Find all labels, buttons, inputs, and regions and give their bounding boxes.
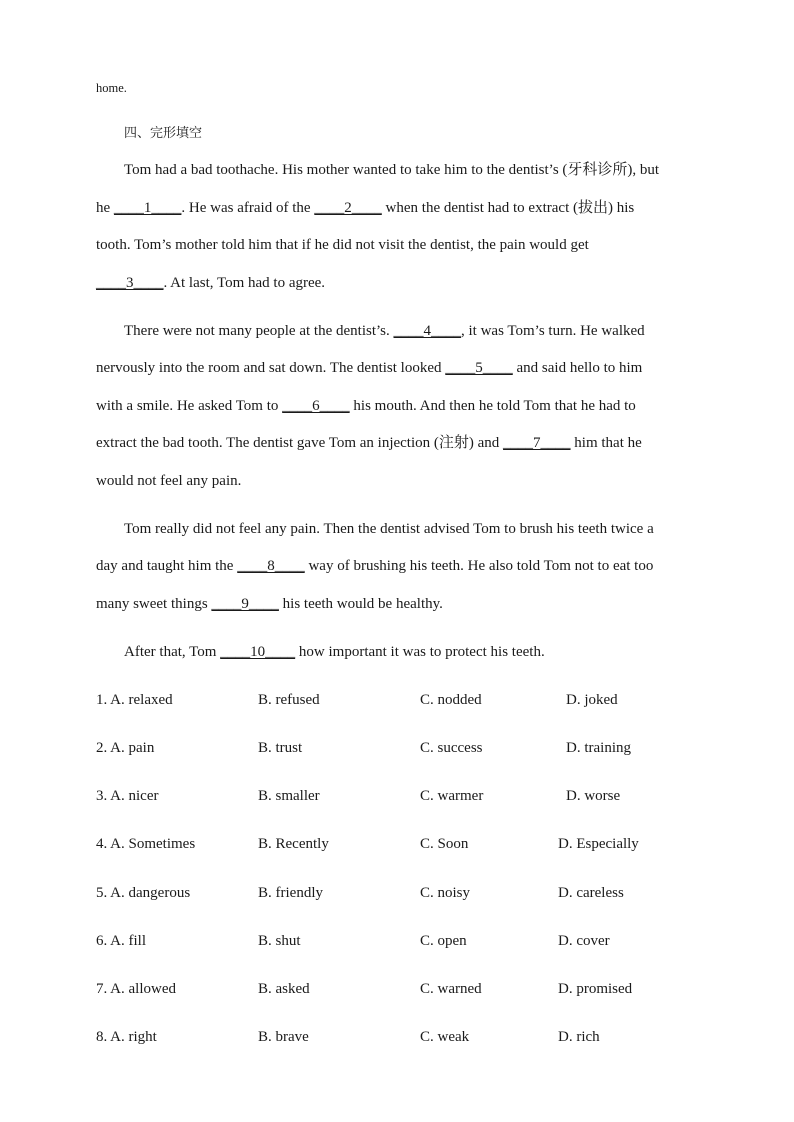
option-c: C. success: [420, 740, 483, 756]
blank-1: ____1____: [113, 200, 182, 216]
passage-text: him that he: [570, 435, 642, 451]
option-c: C. warned: [420, 981, 482, 997]
passage-text: his teeth would be healthy.: [278, 596, 443, 612]
option-d: D. cover: [558, 933, 610, 949]
option-a: 1. A. relaxed: [96, 692, 173, 708]
option-d: D. worse: [566, 788, 621, 804]
passage-line: [96, 433, 642, 453]
option-c: C. nodded: [420, 692, 482, 708]
passage-line: [96, 594, 443, 614]
passage-line: Tom had a bad toothache. His mother wanted to take him to the dentist’s (牙科诊所), but: [124, 162, 660, 178]
option-a: 8. A. right: [96, 1029, 157, 1045]
option-d: D. promised: [558, 981, 633, 997]
passage-line: [96, 396, 636, 416]
option-b: B. asked: [258, 981, 310, 997]
passage-text: many sweet things: [96, 596, 212, 612]
passage-line: [96, 273, 325, 293]
passage-text: his mouth. And then he told Tom that he had to: [349, 398, 636, 414]
passage-line: [124, 321, 645, 341]
option-b: B. smaller: [258, 788, 320, 804]
passage-line: [96, 358, 642, 378]
option-b: B. trust: [258, 740, 303, 756]
option-a: 4. A. Sometimes: [96, 836, 196, 852]
passage-text: There were not many people at the dentist’s.: [124, 323, 394, 339]
section-heading: 四、完形填空: [124, 125, 203, 140]
option-a: 3. A. nicer: [96, 788, 159, 804]
option-b: B. shut: [258, 933, 301, 949]
passage-text: he: [96, 200, 114, 216]
option-c: C. open: [420, 933, 467, 949]
blank-4: ____4____: [393, 323, 461, 339]
option-d: D. Especially: [558, 836, 639, 852]
passage-text: how important it was to protect his teeth.: [295, 644, 545, 660]
option-a: 5. A. dangerous: [96, 885, 191, 901]
blank-9: ____9____: [211, 596, 279, 612]
passage-text: when the dentist had to extract (拔出) his: [381, 200, 635, 216]
blank-5: ____5____: [445, 360, 513, 376]
option-b: B. Recently: [258, 836, 329, 852]
passage-line: would not feel any pain.: [96, 473, 242, 489]
option-d: D. training: [566, 740, 631, 756]
passage-text: After that, Tom: [124, 644, 221, 660]
passage-text: extract the bad tooth. The dentist gave Tom an injection (注射) and: [96, 435, 504, 451]
option-a: 2. A. pain: [96, 740, 155, 756]
passage-text: with a smile. He asked Tom to: [96, 398, 283, 414]
passage-text: . At last, Tom had to agree.: [163, 275, 326, 291]
blank-8: ____8____: [237, 558, 305, 574]
blank-7: ____7____: [503, 435, 571, 451]
blank-2: ____2____: [314, 200, 382, 216]
passage-line: Tom really did not feel any pain. Then the dentist advised Tom to brush his teeth twice a: [124, 521, 654, 537]
passage-text: , it was Tom’s turn. He walked: [461, 323, 645, 339]
blank-10: ____10____: [220, 644, 296, 660]
passage-text: way of brushing his teeth. He also told Tom not to eat too: [304, 558, 654, 574]
passage-text: nervously into the room and sat down. The dentist looked: [96, 360, 446, 376]
passage-line: [124, 642, 545, 662]
option-c: C. noisy: [420, 885, 471, 901]
option-c: C. weak: [420, 1029, 470, 1045]
option-a: 7. A. allowed: [96, 981, 176, 997]
option-b: B. refused: [258, 692, 320, 708]
blank-3: ____3____: [96, 275, 164, 291]
previous-section-fragment: home.: [96, 81, 127, 95]
passage-text: day and taught him the: [96, 558, 238, 574]
passage-text: and said hello to him: [512, 360, 643, 376]
passage-line: [96, 198, 634, 218]
passage-line: [96, 556, 653, 576]
blank-6: ____6____: [282, 398, 350, 414]
option-d: D. careless: [558, 885, 624, 901]
option-c: C. Soon: [420, 836, 469, 852]
passage-text: . He was afraid of the: [181, 200, 315, 216]
option-b: B. friendly: [258, 885, 323, 901]
option-d: D. rich: [558, 1029, 600, 1045]
option-b: B. brave: [258, 1029, 309, 1045]
option-c: C. warmer: [420, 788, 484, 804]
passage-line: tooth. Tom’s mother told him that if he did not visit the dentist, the pain would get: [96, 237, 589, 253]
option-a: 6. A. fill: [96, 933, 147, 949]
option-d: D. joked: [566, 692, 618, 708]
